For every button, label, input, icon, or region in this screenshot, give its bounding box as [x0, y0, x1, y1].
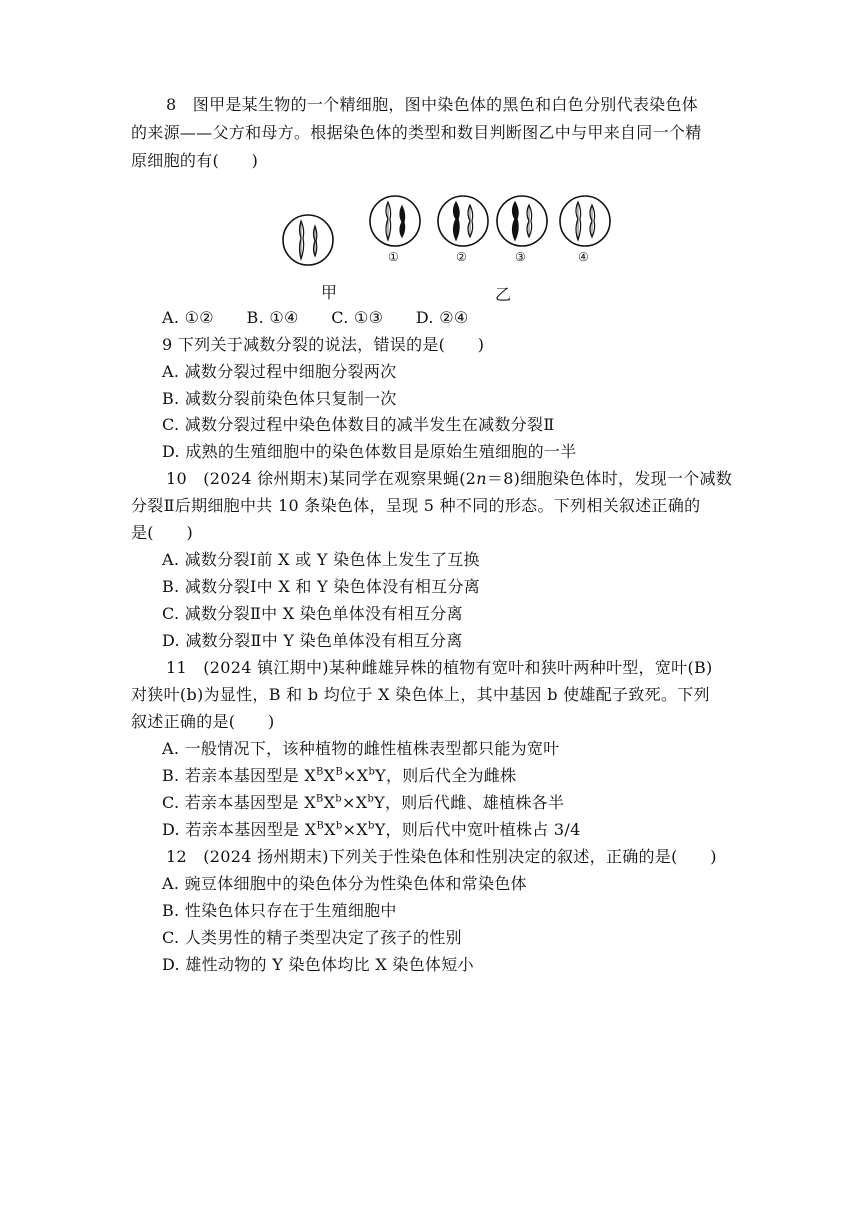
q11-d-text: Y，则后代中宽叶植株占 3/4 — [374, 820, 581, 839]
q12-option-d: D. 雄性动物的 Y 染色体均比 X 染色体短小 — [162, 955, 474, 974]
q12-option-c: C. 人类男性的精子类型决定了孩子的性别 — [162, 928, 462, 947]
q11-b-sup: b — [368, 766, 376, 778]
q11-option-d — [162, 819, 762, 841]
q9-option-d: D. 成熟的生殖细胞中的染色体数目是原始生殖细胞的一半 — [162, 442, 577, 461]
cell-4 — [560, 196, 610, 246]
chromosome-figure — [0, 0, 860, 310]
cell-2-label: ② — [456, 250, 467, 264]
q11-c-text: C. 若亲本基因型是 X — [162, 793, 316, 812]
q11-d-text: ×X — [342, 820, 368, 839]
q11-option-b — [162, 765, 762, 787]
cell-3-label: ③ — [515, 250, 526, 264]
q9-option-c: C. 减数分裂过程中染色体数目的减半发生在减数分裂Ⅱ — [162, 415, 555, 434]
q11-stem-line1: 11 (2024 镇江期中)某种雌雄异株的植物有宽叶和狭叶两种叶型，宽叶(B) — [166, 658, 713, 677]
q11-b-text: X — [323, 766, 336, 785]
q9-option-a: A. 减数分裂过程中细胞分裂两次 — [162, 362, 397, 381]
q9-stem: 9 下列关于减数分裂的说法，错误的是( ) — [162, 335, 485, 354]
q11-b-sup: B — [316, 766, 324, 778]
cell-1 — [370, 196, 420, 246]
q10-stem-line3: 是( ) — [131, 523, 193, 542]
q11-option-c — [162, 792, 762, 814]
q10-stem-part2: ＝8)细胞染色体时，发现一个减数 — [486, 469, 733, 488]
figure-label-jia: 甲 — [321, 283, 338, 302]
q11-b-text: ×X — [343, 766, 369, 785]
q11-d-sup: b — [335, 820, 343, 832]
cell-jia — [283, 215, 333, 265]
q8-stem-line1: 8 图甲是某生物的一个精细胞，图中染色体的黑色和白色分别代表染色体 — [166, 95, 699, 114]
q10-option-c: C. 减数分裂Ⅱ中 X 染色单体没有相互分离 — [162, 604, 463, 623]
q11-c-text: Y，则后代雌、雄植株各半 — [374, 793, 565, 812]
q10-stem-n: n — [476, 469, 487, 488]
q8-stem-line2: 的来源——父方和母方。根据染色体的类型和数目判断图乙中与甲来自同一个精 — [131, 123, 702, 142]
q10-stem-line1 — [166, 468, 766, 490]
q12-option-a: A. 豌豆体细胞中的染色体分为性染色体和常染色体 — [162, 874, 527, 893]
cell-3 — [497, 196, 547, 246]
q9-option-b: B. 减数分裂前染色体只复制一次 — [162, 389, 397, 408]
cell-4-label: ④ — [578, 250, 589, 264]
cell-1-label: ① — [388, 250, 399, 264]
q11-c-sup: b — [367, 793, 375, 805]
q11-d-text: D. 若亲本基因型是 X — [162, 820, 317, 839]
q10-option-a: A. 减数分裂Ⅰ前 X 或 Y 染色体上发生了互换 — [162, 550, 480, 569]
figure-label-yi: 乙 — [495, 285, 512, 304]
q11-c-sup: B — [315, 793, 324, 805]
q10-option-b: B. 减数分裂Ⅰ中 X 和 Y 染色体没有相互分离 — [162, 577, 481, 596]
q11-stem-line3: 叙述正确的是( ) — [131, 712, 275, 731]
q10-stem-part1: 10 (2024 徐州期末)某同学在观察果蝇(2 — [166, 469, 477, 488]
q8-stem-line3: 原细胞的有( ) — [131, 151, 259, 170]
q11-d-text: X — [324, 820, 336, 839]
q11-c-text: ×X — [341, 793, 368, 812]
q11-b-sup: B — [335, 766, 344, 778]
q12-stem: 12 (2024 扬州期末)下列关于性染色体和性别决定的叙述，正确的是( ) — [166, 847, 717, 866]
q11-stem-line2: 对狭叶(b)为显性，B 和 b 均位于 X 染色体上，其中基因 b 使雄配子致死。下列 — [131, 685, 710, 704]
q11-b-text: B. 若亲本基因型是 X — [162, 766, 317, 785]
q12-option-b: B. 性染色体只存在于生殖细胞中 — [162, 901, 397, 920]
q11-c-sup: b — [335, 793, 342, 805]
q11-d-sup: B — [316, 820, 325, 832]
q11-option-a: A. 一般情况下，该种植物的雌性植株表型都只能为宽叶 — [162, 739, 560, 758]
q11-d-sup: b — [367, 820, 375, 832]
q8-options: A. ①② B. ①④ C. ①③ D. ②④ — [162, 308, 469, 327]
cell-2 — [438, 196, 488, 246]
q11-c-text: X — [323, 793, 336, 812]
q10-stem-line2: 分裂Ⅱ后期细胞中共 10 条染色体，呈现 5 种不同的形态。下列相关叙述正确的 — [131, 496, 701, 515]
q10-option-d: D. 减数分裂Ⅱ中 Y 染色单体没有相互分离 — [162, 631, 463, 650]
q11-b-text: Y，则后代全为雌株 — [375, 766, 517, 785]
